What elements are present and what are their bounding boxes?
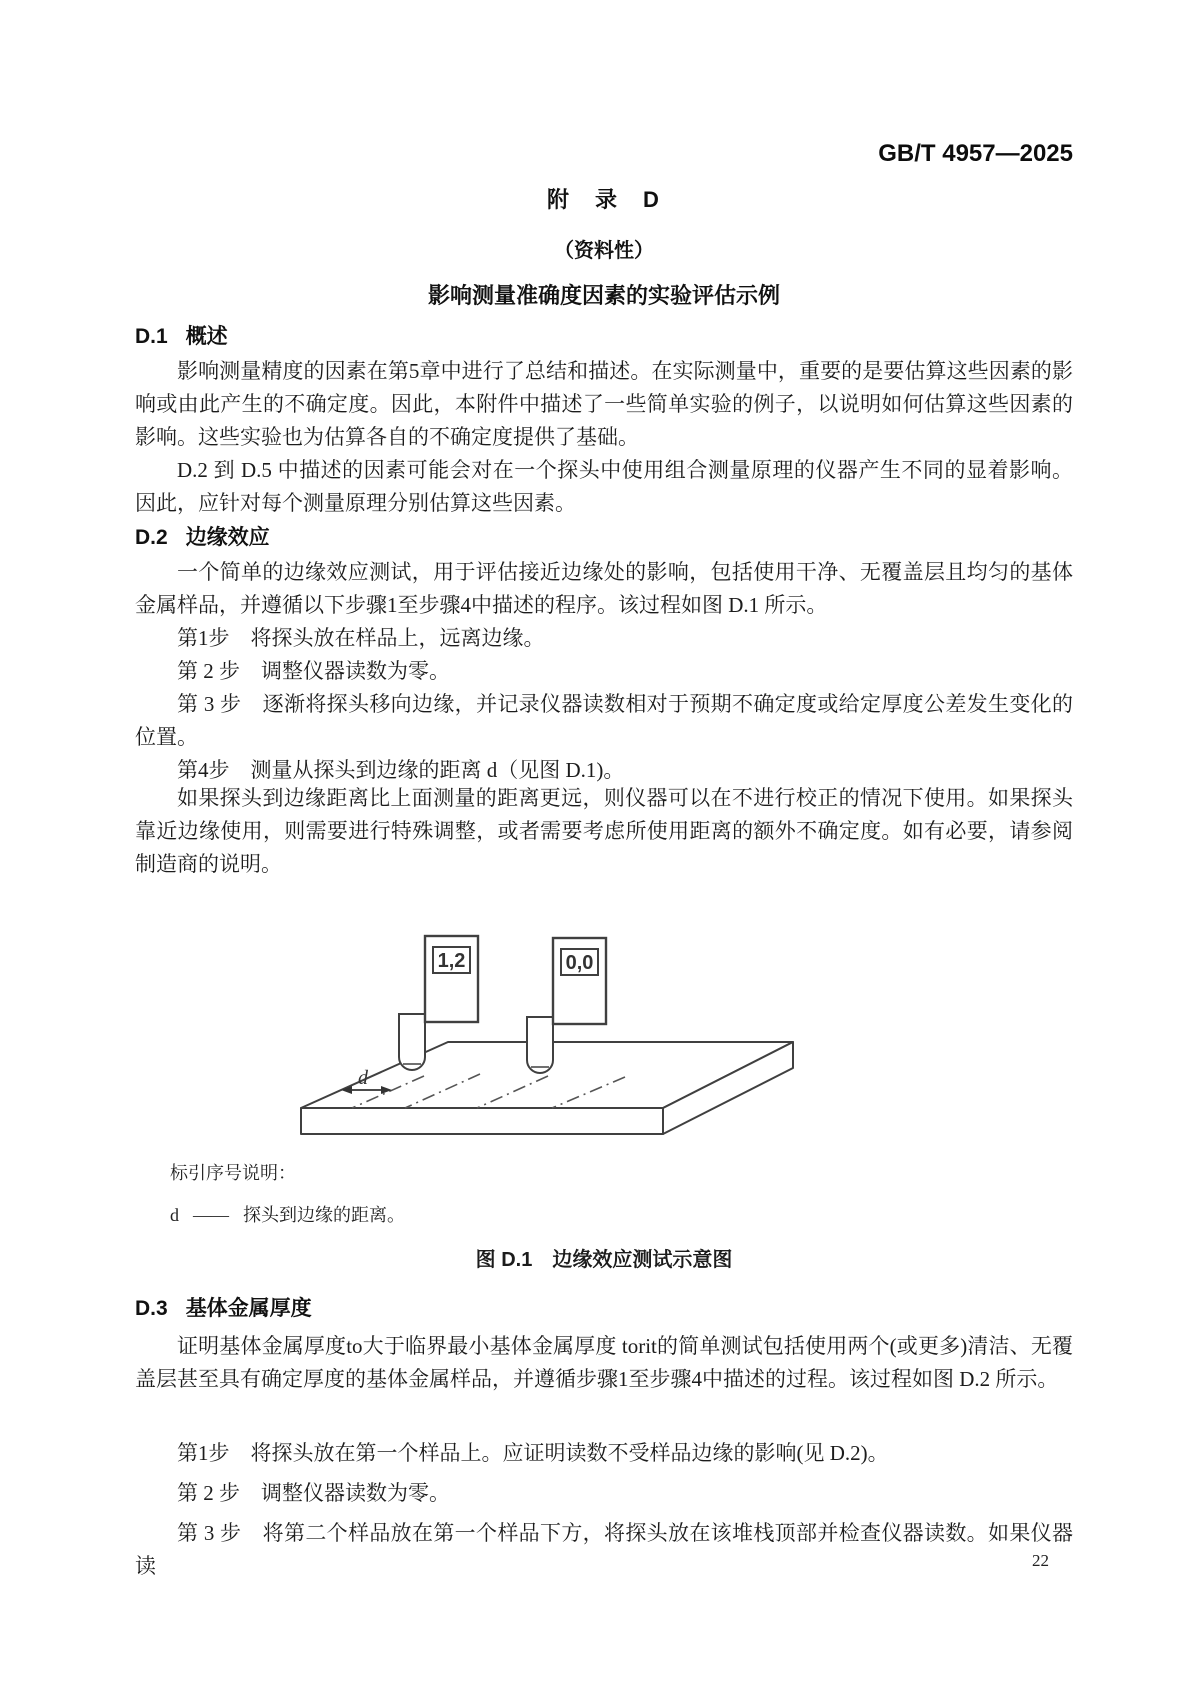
informative-label: （资料性） xyxy=(554,240,654,262)
d2-closing: 如果探头到边缘距离比上面测量的距离更远，则仪器可以在不进行校正的情况下使用。如果探头靠近边缘使用，则需要进行特殊调整，或者需要考虑所使用距离的额外不确定度。如有必要，请参阅制造商的说明。 xyxy=(135,786,1073,876)
section-d2-heading xyxy=(135,521,1073,551)
d2-steps xyxy=(135,622,1073,787)
figure-legend-title: 标引序号说明： xyxy=(170,1163,296,1183)
gauge-1 xyxy=(425,936,478,1022)
section-d3-heading xyxy=(135,1292,1073,1322)
section-d1-title: 概述 xyxy=(185,325,228,348)
d3-step-2: 第 2 步 调整仪器读数为零。 xyxy=(177,1481,450,1505)
section-d3-title: 基体金属厚度 xyxy=(185,1297,312,1320)
section-d2-title: 边缘效应 xyxy=(185,526,270,549)
gauge-2-reading: 0,0 xyxy=(565,952,594,974)
d2-step-3: 第 3 步 逐渐将探头移向边缘，并记录仪器读数相对于预期不确定度或给定厚度公差发生变化的位置。 xyxy=(135,692,1073,749)
gauge-1-reading: 1,2 xyxy=(437,950,466,972)
section-d3-number: D.3 xyxy=(135,1297,168,1320)
d3-step-3: 第 3 步 将第二个样品放在第一个样品下方，将探头放在该堆栈顶部并检查仪器读数。如果仪器读 xyxy=(135,1521,1073,1578)
d2-step-1: 第1步 将探头放在样品上，远离边缘。 xyxy=(177,626,545,650)
d2-intro: 一个简单的边缘效应测试，用于评估接近边缘处的影响，包括使用干净、无覆盖层且均匀的基体金属样品，并遵循以下步骤1至步骤4中描述的程序。该过程如图 D.1 所示。 xyxy=(135,560,1073,617)
d2-step-4: 第4步 测量从探头到边缘的距离 d（见图 D.1)。 xyxy=(177,758,625,782)
probe-1 xyxy=(399,1014,425,1070)
page-number: 22 xyxy=(1032,1551,1049,1570)
legend-dash: —— xyxy=(193,1205,229,1225)
d1-paragraph-1: 影响测量精度的因素在第5章中进行了总结和描述。在实际测量中，重要的是要估算这些因素的影响或由此产生的不确定度。因此，本附件中描述了一些简单实验的例子，以说明如何估算这些因素的影响。这些实验也为估算各自的不确定度提供了基础。 xyxy=(135,359,1073,449)
legend-desc: 探头到边缘的距离。 xyxy=(243,1205,405,1225)
distance-label: d xyxy=(358,1067,368,1089)
doc-number: GB/T 4957—2025 xyxy=(878,140,1073,167)
appendix-title: 附 录 D xyxy=(547,187,661,212)
legend-symbol: d xyxy=(170,1205,179,1225)
figure-d1-edge-effect xyxy=(280,865,920,1155)
section-d1-number: D.1 xyxy=(135,325,168,348)
probe-2 xyxy=(527,1017,553,1073)
figure-d1-caption: 图 D.1 边缘效应测试示意图 xyxy=(475,1249,733,1271)
d1-paragraph-2: D.2 到 D.5 中描述的因素可能会对在一个探头中使用组合测量原理的仪器产生不同的显着影响。因此，应针对每个测量原理分别估算这些因素。 xyxy=(135,458,1073,515)
d2-step-2: 第 2 步 调整仪器读数为零。 xyxy=(177,659,450,683)
section-d2-number: D.2 xyxy=(135,526,168,549)
d3-step-1: 第1步 将探头放在第一个样品上。应证明读数不受样品边缘的影响(见 D.2)。 xyxy=(177,1441,889,1465)
gauge-2 xyxy=(553,938,606,1024)
section-d1-heading xyxy=(135,320,1073,350)
plate-front-face xyxy=(301,1108,663,1134)
figure-legend-item xyxy=(170,1202,405,1228)
page-title: 影响测量准确度因素的实验评估示例 xyxy=(427,283,780,308)
edge-effect-diagram xyxy=(280,865,920,1155)
d3-intro: 证明基体金属厚度to大于临界最小基体金属厚度 torit的简单测试包括使用两个(或更多)清洁、无覆盖层甚至具有确定厚度的基体金属样品，并遵循步骤1至步骤4中描述的过程。该过程如图 D.2 所示。 xyxy=(135,1334,1073,1391)
